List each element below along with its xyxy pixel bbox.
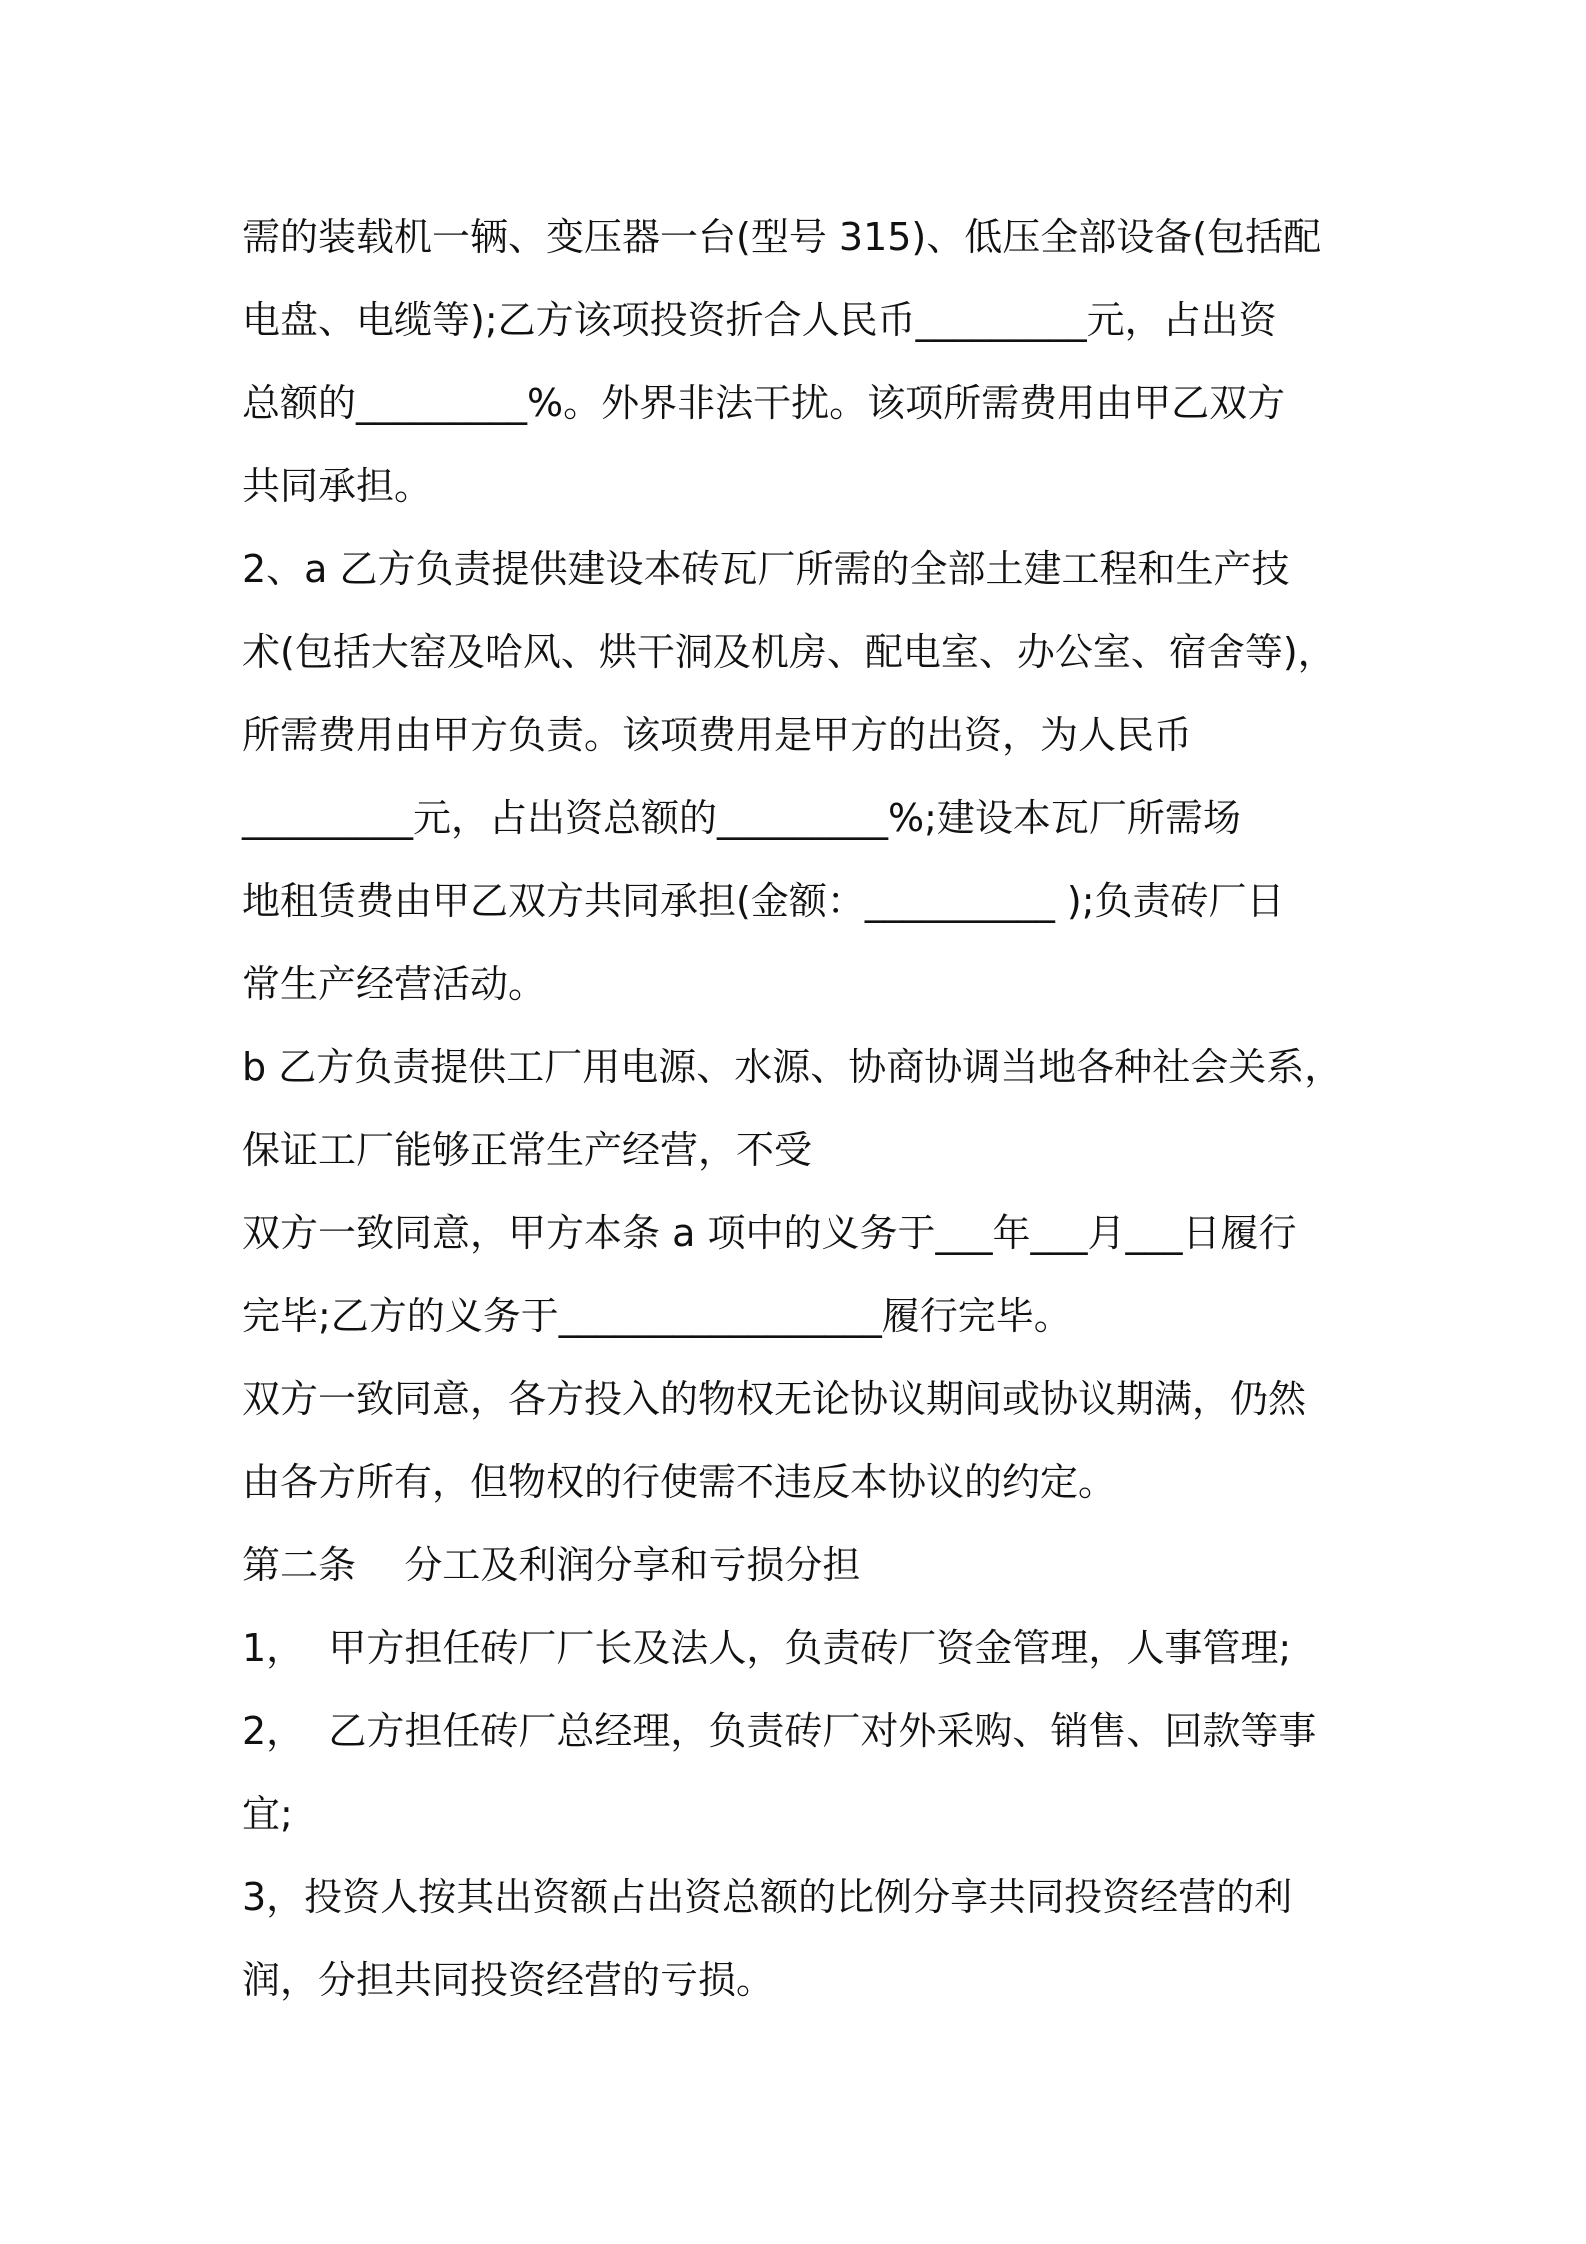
text-line: 共同承担。: [242, 464, 433, 508]
text-line: 保证工厂能够正常生产经营，不受: [242, 1128, 813, 1172]
text-line: 双方一致同意，甲方本条 a 项中的义务于___年___月___日履行: [242, 1211, 1297, 1255]
text-line: 常生产经营活动。: [242, 962, 547, 1006]
text-line: 3，投资人按其出资额占出资总额的比例分享共同投资经营的利: [242, 1875, 1293, 1919]
text-line: b 乙方负责提供工厂用电源、水源、协商协调当地各种社会关系，: [242, 1045, 1343, 1089]
text-line: 术(包括大窑及哈风、烘干洞及机房、配电室、办公室、宿舍等)，: [242, 630, 1336, 674]
document-body: [242, 196, 1362, 2022]
text-line: 地租赁费由甲乙双方共同承担(金额：__________ );负责砖厂日: [242, 879, 1285, 923]
text-line: 宜;: [242, 1792, 293, 1836]
text-line: 2、a 乙方负责提供建设本砖瓦厂所需的全部土建工程和生产技: [242, 547, 1290, 591]
text-line: 1， 甲方担任砖厂厂长及法人，负责砖厂资金管理，人事管理;: [242, 1626, 1292, 1670]
text-line: 润，分担共同投资经营的亏损。: [242, 1958, 775, 2002]
text-line: 总额的_________%。外界非法干扰。该项所需费用由甲乙双方: [242, 381, 1286, 425]
text-line: 双方一致同意，各方投入的物权无论协议期间或协议期满，仍然: [242, 1377, 1307, 1421]
section-heading: 第二条 分工及利润分享和亏损分担: [242, 1543, 861, 1587]
text-line: 所需费用由甲方负责。该项费用是甲方的出资，为人民币: [242, 713, 1193, 757]
text-line: 需的装载机一辆、变压器一台(型号 315)、低压全部设备(包括配: [242, 215, 1322, 259]
text-line: 完毕;乙方的义务于_________________履行完毕。: [242, 1294, 1072, 1338]
text-line: _________元，占出资总额的_________%;建设本瓦厂所需场: [242, 796, 1241, 840]
text-line: 由各方所有，但物权的行使需不违反本协议的约定。: [242, 1460, 1117, 1504]
text-line: 电盘、电缆等);乙方该项投资折合人民币_________元，占出资: [242, 298, 1277, 342]
text-line: 2， 乙方担任砖厂总经理，负责砖厂对外采购、销售、回款等事: [242, 1709, 1317, 1753]
